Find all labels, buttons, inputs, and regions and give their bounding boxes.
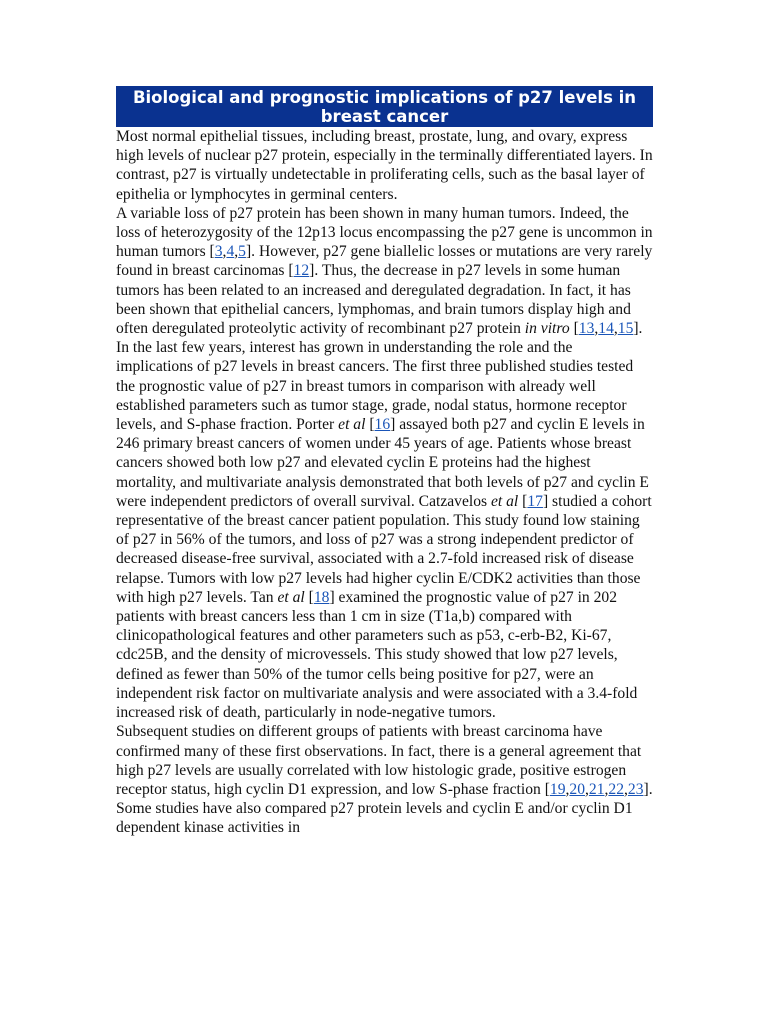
reference-link-22[interactable]: 22 — [608, 780, 625, 798]
paragraph-3 — [116, 338, 653, 722]
reference-link-17[interactable]: 17 — [527, 492, 543, 510]
text-run: , — [594, 320, 599, 338]
text-run: ] assayed both p27 and cyclin E levels in 246 primary breast cancers of women under 45 years of age. Patients whose breast cancers showed both low p27 and elevated cyclin E proteins had the highest mortality, and multivariate analysis demonstrated that both levels of p27 and cyclin E were independent predictors of overall survival. Catzavelos — [116, 416, 649, 510]
text-run: ] examined the prognostic value of p27 in 202 patients with breast cancers less than 1 cm in size (T1a,b) compared with clinicopathological features and other parameters such as p53, c-erb-B2, Ki-67, cdc25B, and the density of microvessels. This study showed that low p27 levels, defined as fewer than 50% of the tumor cells being positive for p27, were an independent risk factor on multivariate analysis and were associated with a 3.4-fold increased risk of death, particularly in node-negative tumors. — [116, 588, 638, 722]
text-run: [ — [518, 492, 528, 510]
reference-link-5[interactable]: 5 — [238, 243, 246, 261]
document-body — [116, 127, 653, 838]
text-run: , — [624, 780, 628, 798]
reference-link-23[interactable]: 23 — [627, 780, 644, 798]
italic-text: et al — [490, 492, 519, 510]
text-run: , — [604, 780, 609, 798]
reference-link-14[interactable]: 14 — [598, 320, 614, 338]
text-run: , — [613, 320, 618, 338]
text-run: , — [234, 243, 239, 261]
paragraph-1: Most normal epithelial tissues, including breast, prostate, lung, and ovary, express high levels of nuclear p27 protein, especially in the terminally differentiated layers. In contrast, p27 is virtually undetectable in proliferating cells, such as the basal layer of epithelia or lymphocytes in germinal centers. — [116, 128, 653, 203]
text-run: ]. However, p27 gene biallelic losses or mutations are very rarely found in breast carcinomas [ — [116, 243, 653, 280]
reference-link-12[interactable]: 12 — [293, 262, 310, 280]
italic-text: et al — [277, 588, 305, 606]
document-page — [116, 86, 653, 838]
text-run: [ — [365, 416, 375, 434]
text-run: , — [565, 780, 570, 798]
reference-link-15[interactable]: 15 — [617, 320, 634, 338]
reference-link-16[interactable]: 16 — [374, 416, 391, 434]
reference-link-3[interactable]: 3 — [214, 243, 223, 261]
text-run: , — [222, 243, 227, 261]
text-run: ] studied a cohort representative of the breast cancer patient population. This study found low staining of p27 in 56% of the tumors, and loss of p27 was a strong independent predictor of decreased disease-free survival, associated with a 2.7-fold increased risk of disease relapse. Tumors with low p27 levels had higher cyclin E/CDK2 activities than those with high p27 levels. Tan — [116, 492, 652, 606]
reference-link-19[interactable]: 19 — [549, 780, 566, 798]
reference-link-20[interactable]: 20 — [569, 780, 586, 798]
text-run: [ — [569, 320, 579, 338]
text-run: [ — [304, 588, 314, 606]
document-title: Biological and prognostic implications of p27 levels in breast cancer — [116, 86, 653, 127]
text-run: ]. Thus, the decrease in p27 levels in some human tumors has been related to an increased and deregulated degradation. In fact, it has been shown that epithelial cancers, lymphomas, and brain tumors display high and often deregulated proteolytic activity of recombinant p27 protein — [116, 262, 631, 338]
italic-text: et al — [338, 416, 366, 434]
text-run: A variable loss of p27 protein has been shown in many human tumors. Indeed, the loss of heterozygosity of the 12p13 locus encompassing the p27 gene is uncommon in human tumors [ — [116, 204, 653, 261]
reference-link-4[interactable]: 4 — [226, 243, 235, 261]
text-run: ]. Some studies have also compared p27 protein levels and cyclin E and/or cyclin D1 dependent kinase activities in — [116, 780, 653, 837]
paragraph-4 — [116, 722, 653, 837]
italic-text: in vitro — [524, 320, 570, 338]
text-run: In the last few years, interest has grown in understanding the role and the implications of p27 levels in breast cancers. The first three published studies tested the prognostic value of p27 in breast tumors in comparison with already well established parameters such as tumor stage, grade, nodal status, hormone receptor levels, and S-phase fraction. Porter — [116, 339, 634, 434]
reference-link-21[interactable]: 21 — [588, 780, 605, 798]
text-run: ]. — [633, 320, 643, 338]
text-run: , — [585, 780, 589, 798]
reference-link-18[interactable]: 18 — [313, 588, 330, 606]
text-run: Subsequent studies on different groups of patients with breast carcinoma have confirmed many of these first observations. In fact, there is a general agreement that high p27 levels are usually correlated with low histologic grade, positive estrogen receptor status, high cyclin D1 expression, and low S-phase fraction [ — [116, 723, 642, 798]
reference-link-13[interactable]: 13 — [578, 320, 595, 338]
paragraph-2 — [116, 204, 653, 338]
